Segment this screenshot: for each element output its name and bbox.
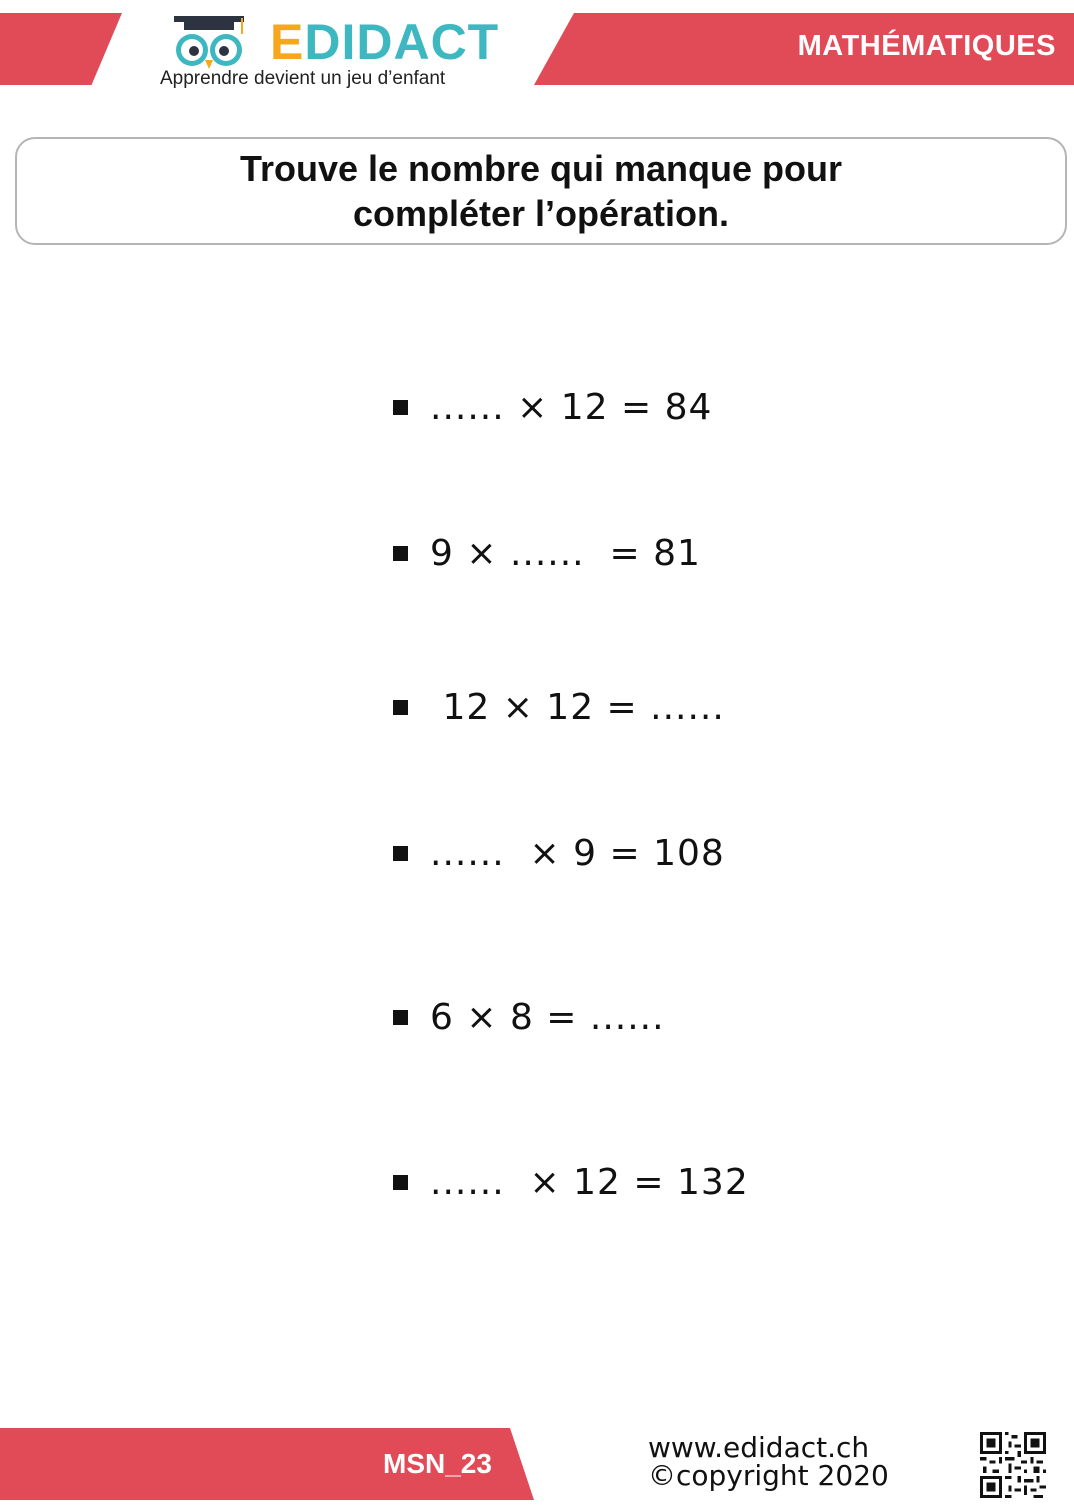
website-link[interactable]: www.edidact.ch <box>648 1431 870 1464</box>
brand-initial: E <box>270 14 305 70</box>
bullet-icon <box>393 700 408 715</box>
bullet-icon <box>393 1175 408 1190</box>
bullet-icon <box>393 546 408 561</box>
bullet-icon <box>393 846 408 861</box>
exercise-item <box>393 382 712 432</box>
owl-logo-icon <box>166 12 250 72</box>
exercise-equation: ...... × 12 = 132 <box>430 1161 749 1203</box>
copyright-text: ©copyright 2020 <box>648 1459 889 1492</box>
worksheet-code: MSN_23 <box>383 1448 492 1479</box>
subject-label: MATHÉMATIQUES <box>797 30 1056 62</box>
instruction-box <box>15 137 1067 245</box>
instruction-text: Trouve le nombre qui manque pour compléter l’opération. <box>239 148 843 234</box>
exercise-equation: ...... × 12 = 84 <box>430 386 713 428</box>
header-band-left <box>0 13 122 85</box>
exercise-item <box>393 992 665 1042</box>
bullet-icon <box>393 1010 408 1025</box>
edidact-logo[interactable] <box>160 12 510 92</box>
bullet-icon <box>393 400 408 415</box>
exercise-item <box>393 1157 749 1207</box>
exercise-equation: 9 × ...... = 81 <box>430 532 701 574</box>
exercise-item <box>393 528 701 578</box>
exercise-item <box>393 828 725 878</box>
exercise-equation: ...... × 9 = 108 <box>430 832 725 874</box>
brand-name <box>270 14 499 70</box>
footer-site <box>648 1431 889 1492</box>
exercise-item <box>393 682 725 732</box>
brand-rest: DIDACT <box>304 14 500 70</box>
brand-tagline: Apprendre devient un jeu d’enfant <box>160 68 446 89</box>
exercise-equation: 12 × 12 = ...... <box>430 686 725 728</box>
qr-code-icon[interactable] <box>980 1432 1046 1498</box>
exercise-equation: 6 × 8 = ...... <box>430 996 665 1038</box>
